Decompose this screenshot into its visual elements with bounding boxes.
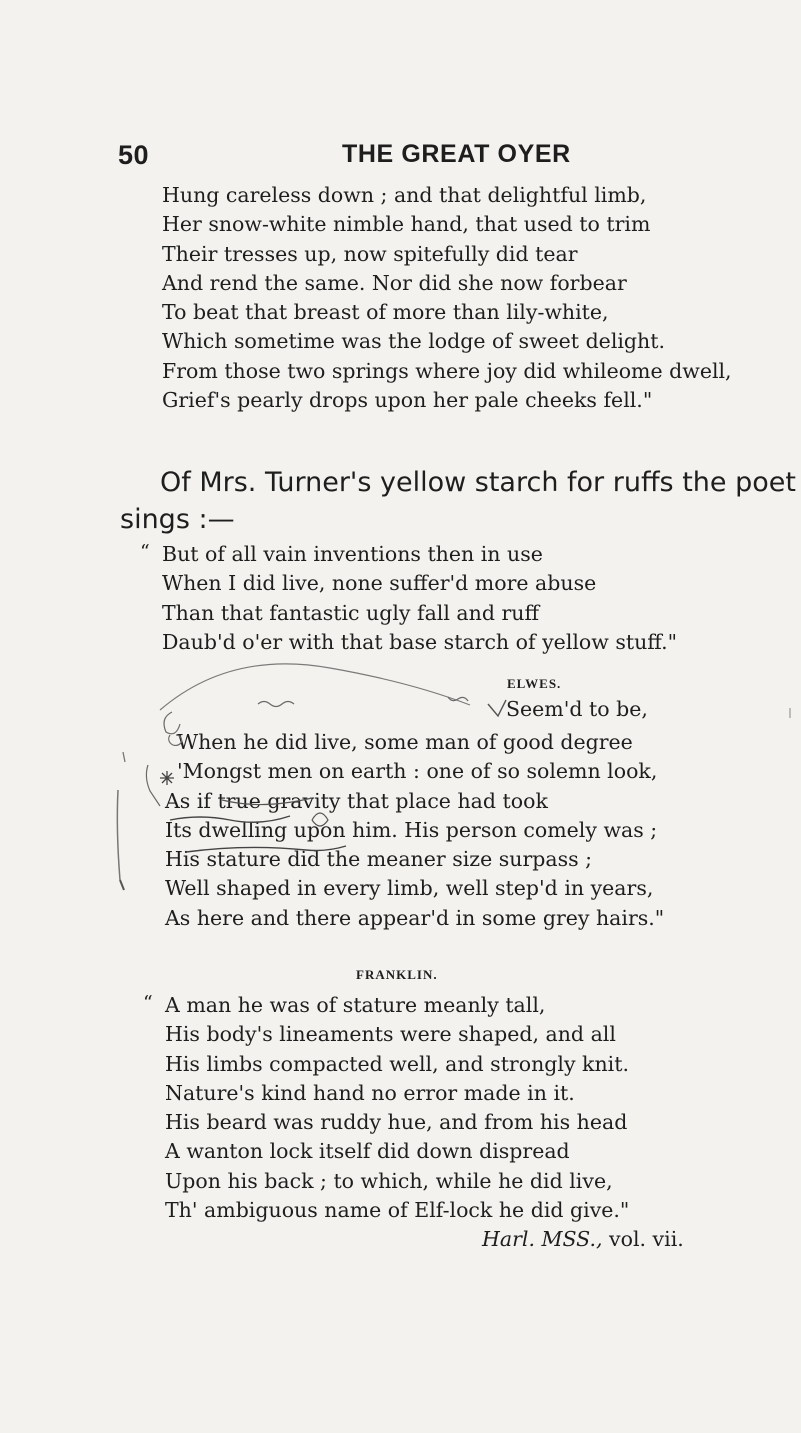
running-head: THE GREAT OYER — [342, 140, 571, 168]
elwes-heading: ELWES. — [507, 676, 562, 691]
verse-line: His beard was ruddy hue, and from his head — [165, 1110, 628, 1135]
verse-line: Their tresses up, now spitefully did tear — [162, 241, 578, 266]
verse-line — [140, 540, 677, 569]
pencil-squiggle — [448, 697, 468, 701]
franklin-heading: FRANKLIN. — [356, 967, 438, 982]
verse-line: Its dwelling upon him. His person comely was ; — [165, 817, 658, 842]
verse-line: His limbs compacted well, and strongly knit. — [165, 1051, 629, 1076]
verse-line: Nature's kind hand no error made in it. — [165, 1080, 575, 1105]
pencil-margin-tick — [123, 752, 125, 762]
prose-intro-line-2: sings :— — [120, 504, 235, 535]
verse-line-text: A man he was of stature meanly tall, — [165, 993, 546, 1017]
verse-line: His stature did the meaner size surpass ; — [165, 847, 593, 872]
opening-quote-mark: “ — [140, 541, 150, 563]
pencil-margin-line — [117, 790, 120, 880]
verse-line: When I did live, none suffer'd more abuse — [162, 571, 597, 596]
verse-line: Daub'd o'er with that base starch of yellow stuff." — [162, 629, 678, 654]
page-header — [0, 140, 801, 176]
elwes-first-line: Seem'd to be, — [506, 697, 648, 721]
citation-source: Harl. MSS., — [482, 1227, 603, 1251]
verse-line: Grief's pearly drops upon her pale cheeks fell." — [162, 388, 653, 413]
page-number: 50 — [118, 140, 150, 170]
verse-block-elwes — [165, 728, 676, 933]
verse-line: Well shaped in every limb, well step'd in years, — [165, 876, 654, 901]
verse-block-2 — [140, 540, 678, 657]
pencil-caret — [488, 700, 506, 716]
verse-line-text: But of all vain inventions then in use — [162, 542, 543, 566]
verse-line: As if true gravity that place had took — [165, 788, 548, 813]
verse-line: From those two springs where joy did whileome dwell, — [162, 358, 732, 383]
verse-line: Than that fantastic ugly fall and ruff — [162, 600, 540, 625]
pencil-arc — [160, 664, 470, 710]
verse-block-franklin — [143, 991, 630, 1225]
verse-line: Which sometime was the lodge of sweet delight. — [162, 329, 666, 354]
pencil-margin-line — [120, 880, 124, 890]
prose-intro-line-1: Of Mrs. Turner's yellow starch for ruffs the poet — [160, 467, 796, 498]
verse-line: Hung careless down ; and that delightful limb, — [162, 183, 647, 207]
verse-line: Th' ambiguous name of Elf-lock he did give." — [165, 1198, 630, 1223]
opening-quote-mark: “ — [143, 992, 153, 1014]
verse-line: When he did live, some man of good degree — [177, 730, 633, 754]
verse-line: 'Mongst men on earth : one of so solemn look, — [177, 759, 658, 784]
verse-line: As here and there appear'd in some grey hairs." — [165, 905, 665, 930]
verse-line: Her snow-white nimble hand, that used to trim — [162, 212, 651, 237]
verse-line: And rend the same. Nor did she now forbear — [162, 270, 627, 295]
pencil-asterisk — [160, 771, 174, 785]
verse-block-1 — [162, 181, 732, 415]
citation-volume: vol. vii. — [609, 1227, 684, 1251]
verse-line: A wanton lock itself did down dispread — [165, 1139, 570, 1164]
verse-line — [143, 991, 629, 1020]
source-citation — [482, 1227, 684, 1251]
pencil-squiggle — [258, 702, 294, 707]
verse-line: Upon his back ; to which, while he did live, — [165, 1168, 613, 1193]
pencil-bracket — [146, 765, 160, 806]
verse-line: His body's lineaments were shaped, and all — [165, 1022, 616, 1047]
verse-line: To beat that breast of more than lily-white, — [162, 300, 609, 325]
